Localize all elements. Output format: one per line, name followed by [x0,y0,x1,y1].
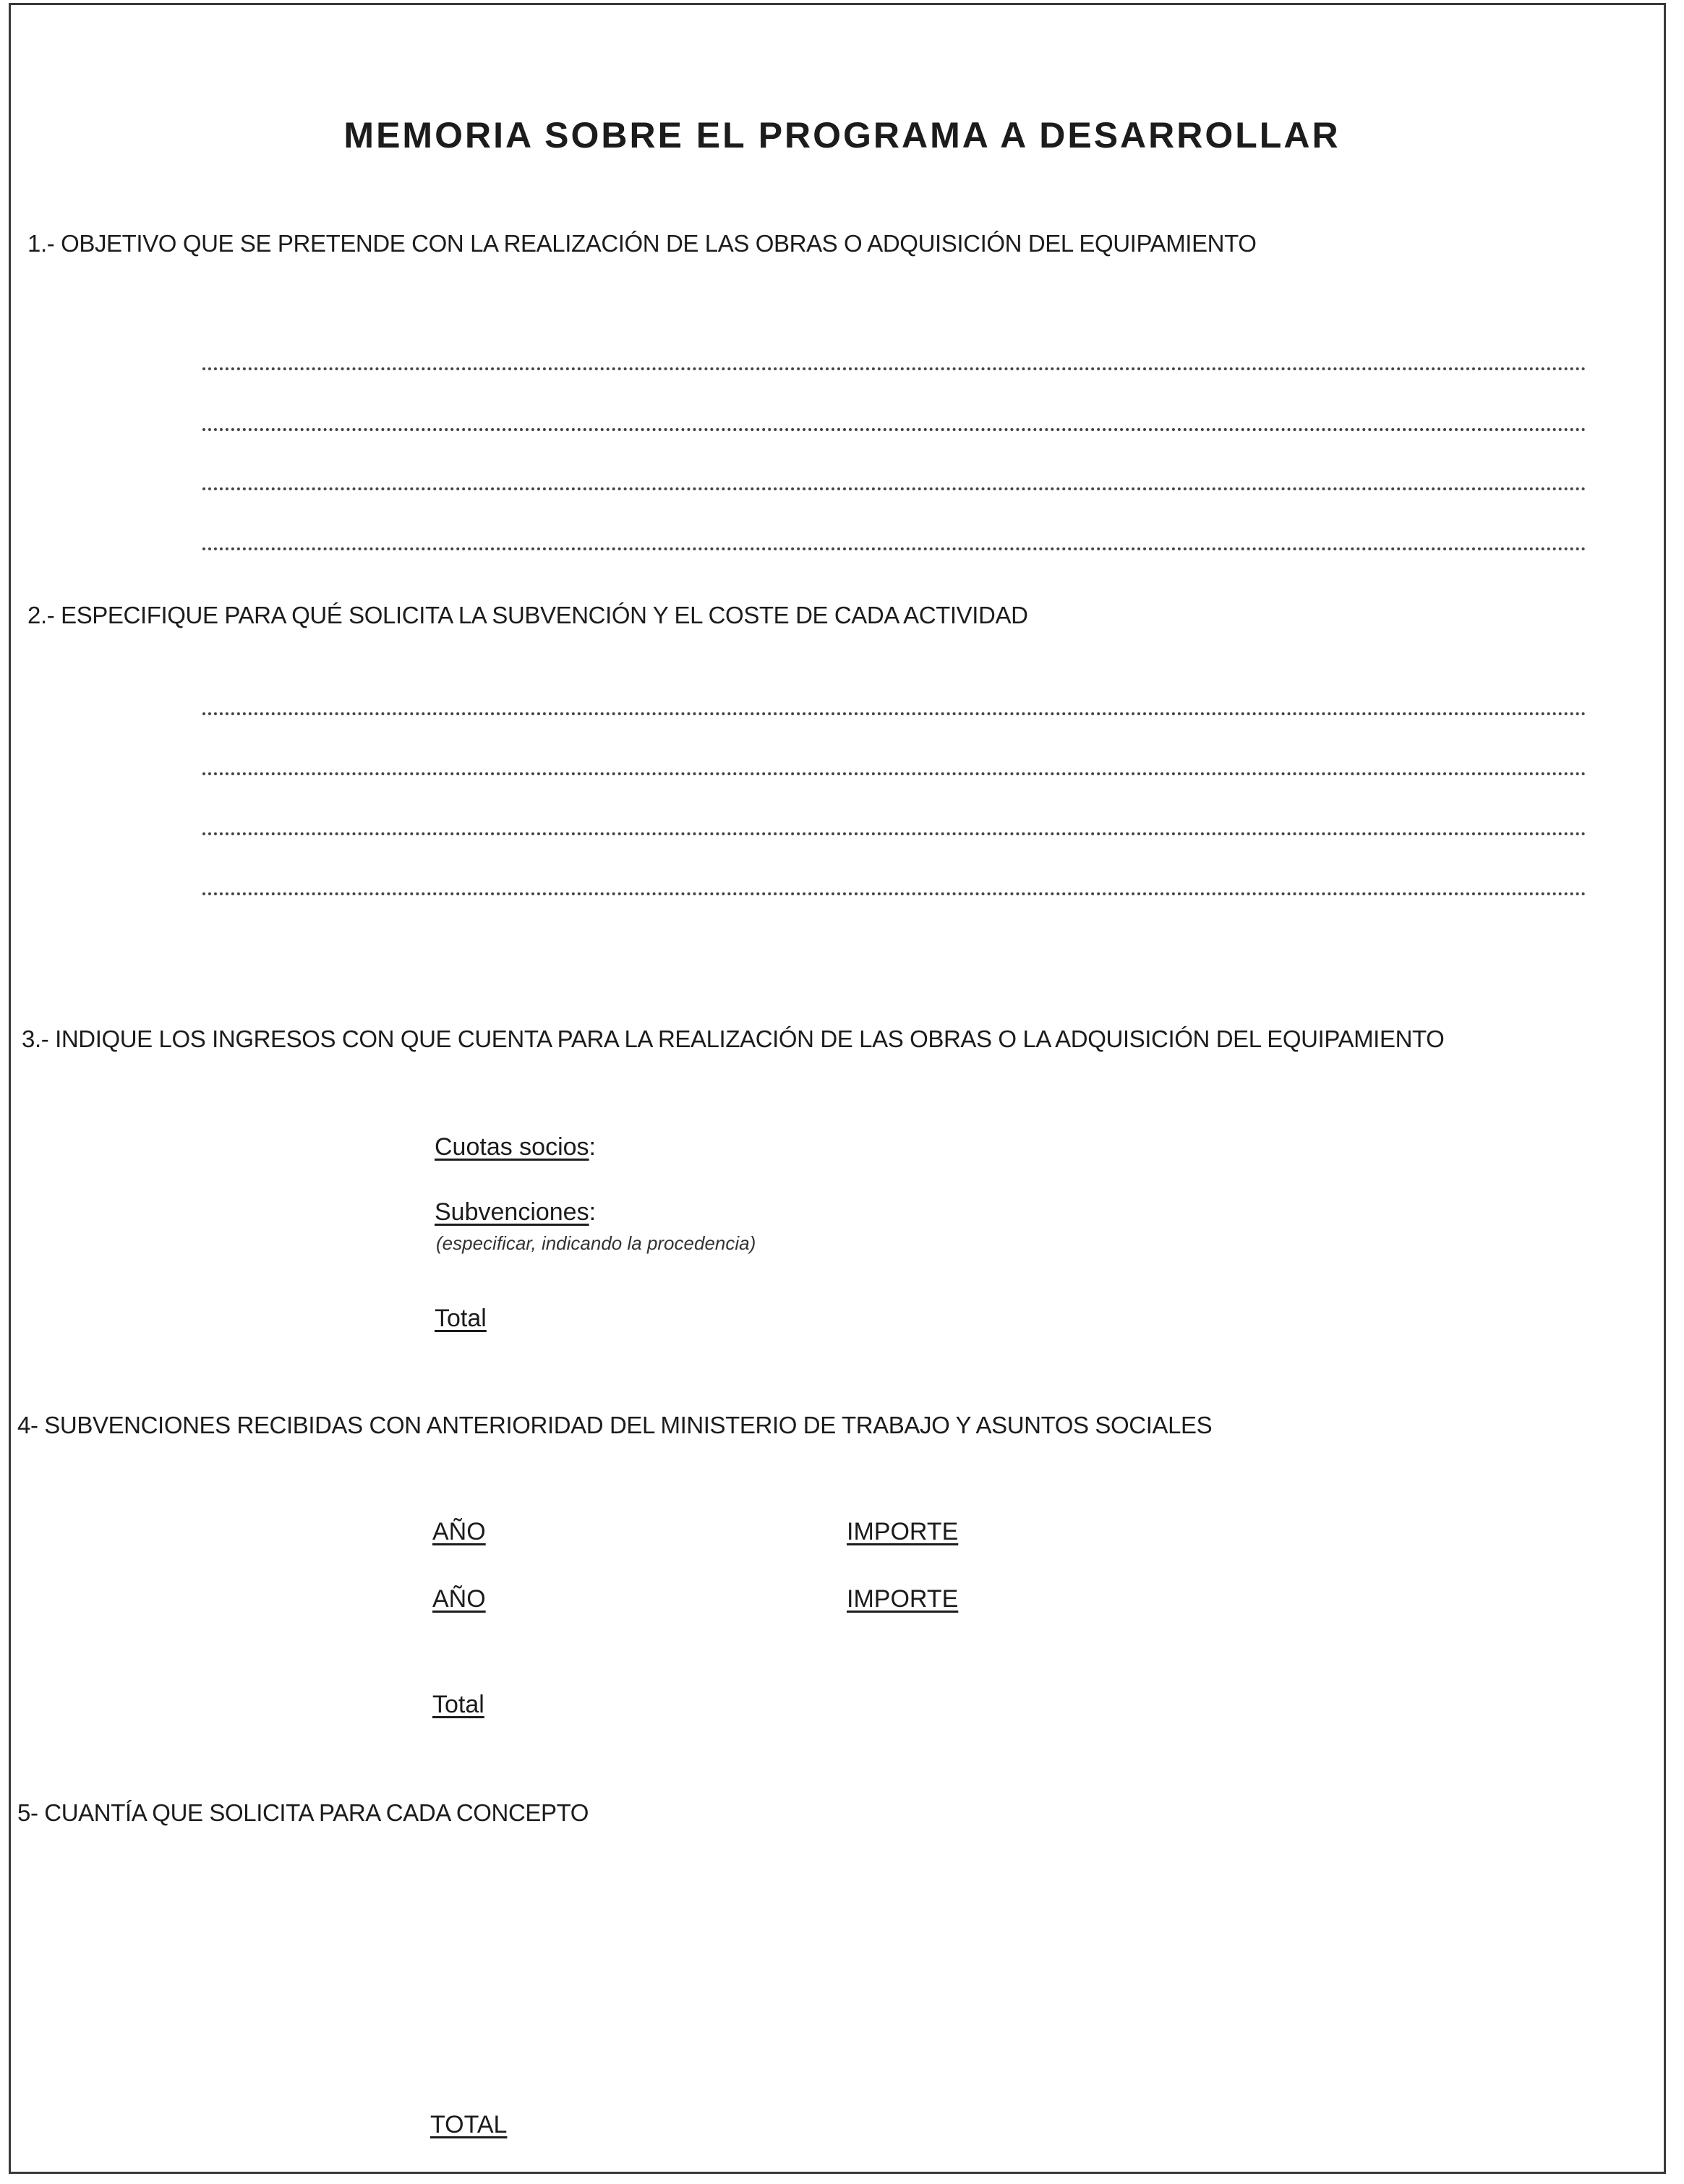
cuotas-socios-label: Cuotas socios [435,1133,589,1161]
subvenciones-label: Subvenciones [435,1198,589,1226]
year-label-2: AÑO [432,1585,486,1613]
section-1-heading: 1.- OBJETIVO QUE SE PRETENDE CON LA REALIZACIÓN DE LAS OBRAS O ADQUISICIÓN DEL EQUIPAMIENTO [27,230,1257,257]
section-1-answer-line-1[interactable] [202,367,1586,370]
section-2-heading: 2.- ESPECIFIQUE PARA QUÉ SOLICITA LA SUBVENCIÓN Y EL COSTE DE CADA ACTIVIDAD [27,602,1028,628]
page-border [9,3,1666,2174]
subvenciones-field[interactable] [435,1198,596,1227]
section-1-answer-line-3[interactable] [202,487,1586,490]
section-1-answer-line-4[interactable] [202,547,1586,550]
cuotas-socios-field[interactable] [435,1133,596,1161]
section-3-total-label: Total [435,1305,487,1332]
label-colon: : [589,1198,597,1226]
section-2-answer-line-2[interactable] [202,772,1586,775]
amount-label-1: IMPORTE [847,1518,959,1545]
section-2-answer-line-1[interactable] [202,712,1586,715]
page-title: MEMORIA SOBRE EL PROGRAMA A DESARROLLAR [343,115,1341,155]
section-3-heading: 3.- INDIQUE LOS INGRESOS CON QUE CUENTA PARA LA REALIZACIÓN DE LAS OBRAS O LA ADQUISICIÓN DEL EQUIPAMIENTO [22,1025,1445,1052]
section-2-answer-line-3[interactable] [202,832,1586,835]
section-4-heading: 4- SUBVENCIONES RECIBIDAS CON ANTERIORIDAD DEL MINISTERIO DE TRABAJO Y ASUNTOS SOCIALES [17,1412,1213,1438]
subvenciones-note: (especificar, indicando la procedencia) [436,1232,756,1254]
amount-label-2: IMPORTE [847,1585,959,1613]
year-label-1: AÑO [432,1518,486,1545]
section-1-answer-line-2[interactable] [202,428,1586,431]
section-2-answer-line-4[interactable] [202,892,1586,895]
section-4-total-label: Total [432,1691,484,1718]
section-5-total-label: TOTAL [430,2111,508,2138]
label-colon: : [589,1133,596,1161]
section-5-heading: 5- CUANTÍA QUE SOLICITA PARA CADA CONCEPTO [17,1799,589,1826]
